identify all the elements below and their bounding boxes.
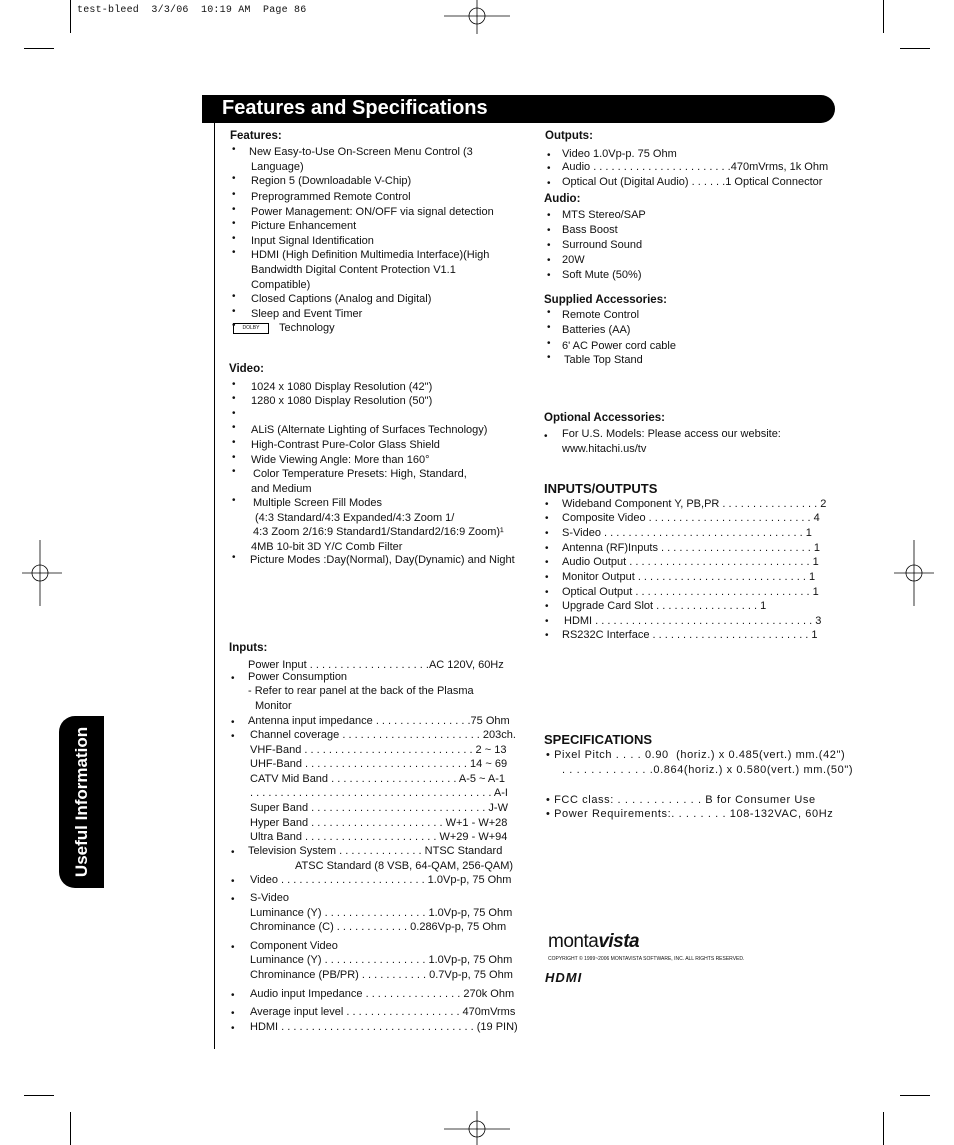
bullet: • bbox=[232, 393, 236, 404]
bullet: • bbox=[232, 144, 236, 155]
list-item: Hyper Band . . . . . . . . . . . . . . . . . . . . . . W+1 - W+28 bbox=[250, 817, 508, 829]
bullet: • bbox=[232, 495, 236, 506]
bullet: • bbox=[232, 233, 236, 244]
list-item: Power Consumption bbox=[248, 671, 348, 683]
list-item: Antenna (RF)Inputs . . . . . . . . . . . . . . . . . . . . . . . . . 1 bbox=[562, 542, 820, 554]
list-item: Closed Captions (Analog and Digital) bbox=[251, 293, 432, 305]
list-item: 20W bbox=[562, 254, 585, 266]
spec-line: • Pixel Pitch . . . . 0.90 (horiz.) x 0.485(vert.) mm.(42") bbox=[546, 749, 846, 761]
video-heading: Video: bbox=[229, 363, 264, 375]
list-item: S-Video bbox=[250, 892, 289, 904]
side-tab-label: Useful Information bbox=[71, 726, 91, 878]
list-item: ALiS (Alternate Lighting of Surfaces Technology) bbox=[251, 424, 488, 436]
bullet: • bbox=[545, 528, 549, 539]
bullet: • bbox=[232, 247, 236, 258]
list-item: Picture Modes :Day(Normal), Day(Dynamic) and Night bbox=[250, 554, 515, 566]
list-item: Bass Boost bbox=[562, 224, 618, 236]
list-item: Table Top Stand bbox=[564, 354, 643, 366]
list-item: 1024 x 1080 Display Resolution (42") bbox=[251, 381, 433, 393]
list-item: Surround Sound bbox=[562, 239, 643, 251]
list-item: Audio input Impedance . . . . . . . . . . . . . . . . 270k Ohm bbox=[250, 988, 515, 1000]
crop-mark bbox=[900, 1095, 930, 1096]
list-item: HDMI (High Definition Multimedia Interface)(High bbox=[251, 249, 490, 261]
bullet: • bbox=[547, 307, 551, 318]
list-item: Monitor bbox=[255, 700, 292, 712]
list-item: www.hitachi.us/tv bbox=[562, 443, 647, 455]
bullet: • bbox=[547, 352, 551, 363]
bullet: • bbox=[232, 466, 236, 477]
list-item: . . . . . . . . . . . . . . . . . . . . . . . . . . . . . . . . . . . . . . . . A-I bbox=[250, 787, 508, 799]
bullet: • bbox=[231, 731, 235, 742]
hdmi-logo: HDMI bbox=[545, 970, 583, 985]
list-item: Optical Out (Digital Audio) . . . . . .1 Optical Connector bbox=[562, 176, 823, 188]
bullet: • bbox=[232, 552, 236, 563]
list-item: Component Video bbox=[250, 940, 338, 952]
side-tab bbox=[59, 716, 104, 888]
crop-mark bbox=[70, 0, 71, 33]
bullet: • bbox=[545, 513, 549, 524]
list-item: HDMI . . . . . . . . . . . . . . . . . . . . . . . . . . . . . . . . (19 PIN) bbox=[250, 1021, 518, 1033]
print-slug: test-bleed 3/3/06 10:19 AM Page 86 bbox=[77, 5, 307, 16]
list-item: Channel coverage . . . . . . . . . . . . . . . . . . . . . . . 203ch. bbox=[250, 729, 516, 741]
bullet: • bbox=[232, 437, 236, 448]
bullet: • bbox=[545, 587, 549, 598]
list-item: 4MB 10-bit 3D Y/C Comb Filter bbox=[251, 541, 403, 553]
list-item: Chrominance (PB/PR) . . . . . . . . . . . 0.7Vp-p, 75 Ohm bbox=[250, 969, 513, 981]
list-item: Sleep and Event Timer bbox=[251, 308, 363, 320]
bullet: • bbox=[232, 291, 236, 302]
column-divider bbox=[214, 123, 215, 1049]
list-item: Picture Enhancement bbox=[251, 220, 357, 232]
registration-mark-top bbox=[444, 0, 510, 34]
bullet: • bbox=[231, 1008, 235, 1019]
list-item: and Medium bbox=[251, 483, 312, 495]
spec-line: . . . . . . . . . . . . .0.864(horiz.) x 0.580(vert.) mm.(50") bbox=[562, 764, 854, 776]
list-item: Input Signal Identification bbox=[251, 235, 374, 247]
spec-line: • FCC class: . . . . . . . . . . . . B for Consumer Use bbox=[546, 794, 816, 806]
bullet: • bbox=[231, 876, 235, 887]
list-item: For U.S. Models: Please access our website: bbox=[562, 428, 781, 440]
list-item: VHF-Band . . . . . . . . . . . . . . . . . . . . . . . . . . . . 2 ~ 13 bbox=[250, 744, 507, 756]
crop-mark bbox=[900, 48, 930, 49]
list-item: MTS Stereo/SAP bbox=[562, 209, 646, 221]
crop-mark bbox=[70, 1112, 71, 1145]
bullet: • bbox=[231, 942, 235, 953]
list-item: - Refer to rear panel at the back of the Plasma bbox=[248, 685, 474, 697]
list-item: 1280 x 1080 Display Resolution (50") bbox=[251, 395, 433, 407]
list-item: Color Temperature Presets: High, Standard, bbox=[253, 468, 467, 480]
bullet: • bbox=[231, 1023, 235, 1034]
logo-text: vista bbox=[598, 931, 640, 952]
list-item: Compatible) bbox=[251, 279, 311, 291]
list-item: Technology bbox=[279, 322, 335, 334]
bullet: • bbox=[232, 306, 236, 317]
list-item: Optical Output . . . . . . . . . . . . . . . . . . . . . . . . . . . . . 1 bbox=[562, 586, 819, 598]
bullet: • bbox=[545, 557, 549, 568]
spec-line: • Power Requirements:. . . . . . . . 108-132VAC, 60Hz bbox=[546, 808, 834, 820]
bullet: • bbox=[547, 150, 551, 161]
list-item: Region 5 (Downloadable V-Chip) bbox=[251, 175, 412, 187]
list-item: Video 1.0Vp-p. 75 Ohm bbox=[562, 148, 677, 160]
list-item: Television System . . . . . . . . . . . . . . NTSC Standard bbox=[248, 845, 503, 857]
inputs-heading: Inputs: bbox=[229, 642, 268, 654]
list-item: S-Video . . . . . . . . . . . . . . . . . . . . . . . . . . . . . . . . . 1 bbox=[562, 527, 812, 539]
list-item: Luminance (Y) . . . . . . . . . . . . . . . . . 1.0Vp-p, 75 Ohm bbox=[250, 907, 513, 919]
list-item: New Easy-to-Use On-Screen Menu Control (3 bbox=[249, 146, 473, 158]
crop-mark bbox=[883, 0, 884, 33]
list-item: Preprogrammed Remote Control bbox=[251, 191, 411, 203]
list-item: Audio . . . . . . . . . . . . . . . . . . . . . . .470mVrms, 1k Ohm bbox=[562, 161, 829, 173]
title-bar bbox=[202, 95, 835, 123]
list-item: Antenna input impedance . . . . . . . . . . . . . . . .75 Ohm bbox=[248, 715, 510, 727]
list-item: Ultra Band . . . . . . . . . . . . . . . . . . . . . . W+29 - W+94 bbox=[250, 831, 508, 843]
bullet: • bbox=[544, 431, 548, 442]
list-item: Batteries (AA) bbox=[562, 324, 631, 336]
crop-mark bbox=[24, 1095, 54, 1096]
optional-accessories-heading: Optional Accessories: bbox=[544, 412, 666, 424]
bullet: • bbox=[232, 408, 236, 419]
list-item: (4:3 Standard/4:3 Expanded/4:3 Zoom 1/ bbox=[255, 512, 455, 524]
list-item: Chrominance (C) . . . . . . . . . . . . 0.286Vp-p, 75 Ohm bbox=[250, 921, 507, 933]
outputs-heading: Outputs: bbox=[545, 130, 593, 142]
list-item: 6' AC Power cord cable bbox=[562, 340, 676, 352]
bullet: • bbox=[545, 601, 549, 612]
bullet: • bbox=[545, 630, 549, 641]
bullet: • bbox=[545, 616, 549, 627]
bullet: • bbox=[547, 322, 551, 333]
list-item: Wideband Component Y, PB,PR . . . . . . . . . . . . . . . . 2 bbox=[562, 498, 827, 510]
list-item: Monitor Output . . . . . . . . . . . . . . . . . . . . . . . . . . . . 1 bbox=[562, 571, 816, 583]
bullet: • bbox=[231, 847, 235, 858]
dolby-line bbox=[233, 321, 335, 335]
list-item: Luminance (Y) . . . . . . . . . . . . . . . . . 1.0Vp-p, 75 Ohm bbox=[250, 954, 513, 966]
registration-mark-right bbox=[894, 540, 934, 606]
list-item: Power Management: ON/OFF via signal detection bbox=[251, 206, 494, 218]
list-item: Audio Output . . . . . . . . . . . . . . . . . . . . . . . . . . . . . . 1 bbox=[562, 556, 819, 568]
logo-text: monta bbox=[548, 931, 599, 952]
registration-mark-bottom bbox=[444, 1111, 510, 1145]
bullet: • bbox=[232, 173, 236, 184]
list-item: Upgrade Card Slot . . . . . . . . . . . . . . . . . 1 bbox=[562, 600, 767, 612]
bullet: • bbox=[232, 320, 236, 331]
list-item: HDMI . . . . . . . . . . . . . . . . . . . . . . . . . . . . . . . . . . . . 3 bbox=[564, 615, 822, 627]
bullet: • bbox=[547, 163, 551, 174]
bullet: • bbox=[232, 379, 236, 390]
bullet: • bbox=[547, 225, 551, 236]
montavista-logo bbox=[548, 931, 639, 953]
bullet: • bbox=[232, 452, 236, 463]
list-item: Super Band . . . . . . . . . . . . . . . . . . . . . . . . . . . . . J-W bbox=[250, 802, 508, 814]
supplied-accessories-heading: Supplied Accessories: bbox=[544, 294, 667, 306]
list-item: 4:3 Zoom 2/16:9 Standard1/Standard2/16:9 Zoom)¹ bbox=[253, 526, 504, 538]
bullet: • bbox=[232, 189, 236, 200]
list-item: ATSC Standard (8 VSB, 64-QAM, 256-QAM) bbox=[295, 860, 514, 872]
audio-heading: Audio: bbox=[544, 193, 581, 205]
bullet: • bbox=[545, 543, 549, 554]
bullet: • bbox=[547, 338, 551, 349]
bullet: • bbox=[232, 218, 236, 229]
list-item: Composite Video . . . . . . . . . . . . . . . . . . . . . . . . . . . 4 bbox=[562, 512, 820, 524]
bullet: • bbox=[547, 270, 551, 281]
list-item: Soft Mute (50%) bbox=[562, 269, 642, 281]
bullet: • bbox=[231, 717, 235, 728]
list-item: CATV Mid Band . . . . . . . . . . . . . . . . . . . . . A-5 ~ A-1 bbox=[250, 773, 506, 785]
bullet: • bbox=[232, 422, 236, 433]
list-item: Video . . . . . . . . . . . . . . . . . . . . . . . . 1.0Vp-p, 75 Ohm bbox=[250, 874, 512, 886]
bullet: • bbox=[547, 255, 551, 266]
crop-mark bbox=[24, 48, 54, 49]
bullet: • bbox=[547, 178, 551, 189]
features-heading: Features: bbox=[230, 130, 282, 142]
list-item: Language) bbox=[251, 161, 304, 173]
list-item: RS232C Interface . . . . . . . . . . . . . . . . . . . . . . . . . . 1 bbox=[562, 629, 818, 641]
bullet: • bbox=[232, 204, 236, 215]
list-item: Average input level . . . . . . . . . . . . . . . . . . . 470mVrms bbox=[250, 1006, 516, 1018]
bullet: • bbox=[231, 673, 235, 684]
page-title: Features and Specifications bbox=[222, 97, 488, 119]
list-item: Bandwidth Digital Content Protection V1.1 bbox=[251, 264, 456, 276]
copyright-notice: COPYRIGHT © 1999~2006 MONTAVISTA SOFTWARE, INC. ALL RIGHTS RESERVED. bbox=[548, 956, 745, 962]
bullet: • bbox=[545, 499, 549, 510]
bullet: • bbox=[547, 210, 551, 221]
list-item: High-Contrast Pure-Color Glass Shield bbox=[251, 439, 440, 451]
bullet: • bbox=[231, 894, 235, 905]
list-item: Wide Viewing Angle: More than 160° bbox=[251, 454, 430, 466]
dolby-digital-logo: DOLBY bbox=[233, 323, 269, 334]
list-item: Multiple Screen Fill Modes bbox=[253, 497, 382, 509]
list-item: Power Input . . . . . . . . . . . . . . . . . . . .AC 120V, 60Hz bbox=[248, 659, 504, 671]
specifications-heading: SPECIFICATIONS bbox=[544, 732, 653, 747]
list-item: UHF-Band . . . . . . . . . . . . . . . . . . . . . . . . . . . 14 ~ 69 bbox=[250, 758, 508, 770]
bullet: • bbox=[231, 990, 235, 1001]
inputs-outputs-heading: INPUTS/OUTPUTS bbox=[544, 481, 658, 496]
registration-mark-left bbox=[22, 540, 62, 606]
bullet: • bbox=[547, 240, 551, 251]
list-item: Remote Control bbox=[562, 309, 640, 321]
bullet: • bbox=[545, 572, 549, 583]
crop-mark bbox=[883, 1112, 884, 1145]
